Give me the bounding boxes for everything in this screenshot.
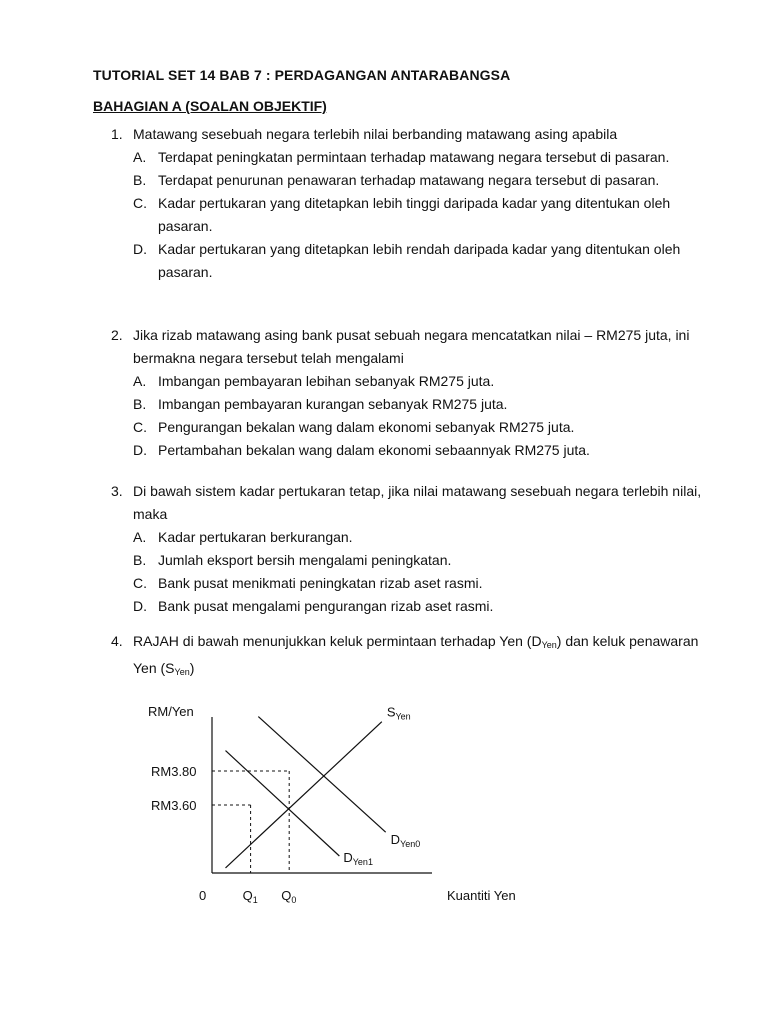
option-text: Kadar pertukaran berkurangan.: [158, 529, 353, 545]
option-text: Terdapat penurunan penawaran terhadap matawang negara tersebut di pasaran.: [158, 172, 660, 188]
curve-d-yen0: [258, 717, 385, 833]
option-text: Bank pusat menikmati peningkatan rizab aset rasmi.: [158, 575, 483, 591]
question-2: [111, 324, 711, 462]
option-text: Bank pusat mengalami pengurangan rizab aset rasmi.: [158, 598, 494, 614]
option-text: Terdapat peningkatan permintaan terhadap matawang negara tersebut di pasaran.: [158, 149, 670, 165]
x-axis-label: Kuantiti Yen: [447, 888, 516, 903]
option-c: [133, 572, 711, 595]
question-stem: RAJAH di bawah menunjukkan keluk permintaan terhadap Yen $(D_{Yen})$ dan keluk penawaran Yen $(S_{Yen})$: [133, 633, 699, 677]
option-label: B.: [133, 552, 147, 568]
question-number: 2.: [111, 327, 123, 343]
option-label: C.: [133, 419, 147, 435]
question-stem: Jika rizab matawang asing bank pusat sebuah negara mencatatkan nilai – RM275 juta, ini bermakna negara tersebut telah mengalami: [133, 327, 690, 366]
option-label: B.: [133, 172, 147, 188]
option-c: [133, 192, 711, 238]
option-label: D.: [133, 442, 147, 458]
x-tick-label-1: $Q_0$: [281, 888, 297, 905]
question-number: 3.: [111, 483, 123, 499]
supply-demand-chart: [0, 690, 768, 920]
curve-label-s-yen: $S_{Yen}$: [386, 704, 411, 722]
question-stem: Matawang sesebuah negara terlebih nilai berbanding matawang asing apabila: [133, 126, 618, 142]
option-text: Imbangan pembayaran kurangan sebanyak RM275 juta.: [158, 396, 508, 412]
option-label: A.: [133, 149, 147, 165]
question-4: [111, 630, 711, 684]
option-label: A.: [133, 373, 147, 389]
x-tick-label-0: $Q_1$: [242, 888, 258, 905]
option-b: [133, 549, 711, 572]
option-a: [133, 526, 711, 549]
option-label: A.: [133, 529, 147, 545]
question-number: 4.: [111, 633, 123, 649]
question-1: [111, 123, 711, 284]
option-b: [133, 169, 711, 192]
option-text: Pertambahan bekalan wang dalam ekonomi sebaannyak RM275 juta.: [158, 442, 590, 458]
option-d: [133, 595, 711, 618]
question-3: [111, 480, 711, 618]
option-label: B.: [133, 396, 147, 412]
question-number: 1.: [111, 126, 123, 142]
option-a: [133, 146, 711, 169]
option-label: D.: [133, 241, 147, 257]
curve-s-yen: [226, 722, 382, 868]
option-label: C.: [133, 575, 147, 591]
curve-label-d-yen0: $D_{Yen0}$: [390, 832, 421, 850]
option-text: Kadar pertukaran yang ditetapkan lebih rendah daripada kadar yang ditentukan oleh pasaran.: [158, 241, 681, 280]
option-label: C.: [133, 195, 147, 211]
question-stem: Di bawah sistem kadar pertukaran tetap, jika nilai matawang sesebuah negara terlebih nilai, maka: [133, 483, 702, 522]
option-text: Kadar pertukaran yang ditetapkan lebih tinggi daripada kadar yang ditentukan oleh pasaran.: [158, 195, 671, 234]
option-b: [133, 393, 711, 416]
y-tick-label-1: RM3.60: [151, 798, 197, 813]
option-d: [133, 439, 711, 462]
option-text: Jumlah eksport bersih mengalami peningkatan.: [158, 552, 452, 568]
option-label: D.: [133, 598, 147, 614]
option-text: Imbangan pembayaran lebihan sebanyak RM275 juta.: [158, 373, 495, 389]
origin-label: 0: [199, 888, 207, 903]
option-text: Pengurangan bekalan wang dalam ekonomi sebanyak RM275 juta.: [158, 419, 575, 435]
option-a: [133, 370, 711, 393]
y-axis-label: RM/Yen: [148, 704, 194, 719]
curve-d-yen1: [226, 751, 340, 856]
curve-label-d-yen1: $D_{Yen1}$: [343, 850, 373, 867]
document-title: TUTORIAL SET 14 BAB 7 : PERDAGANGAN ANTARABANGSA: [93, 67, 511, 83]
y-tick-label-0: RM3.80: [151, 764, 197, 779]
section-heading: BAHAGIAN A (SOALAN OBJEKTIF): [93, 98, 327, 114]
option-d: [133, 238, 711, 284]
option-c: [133, 416, 711, 439]
